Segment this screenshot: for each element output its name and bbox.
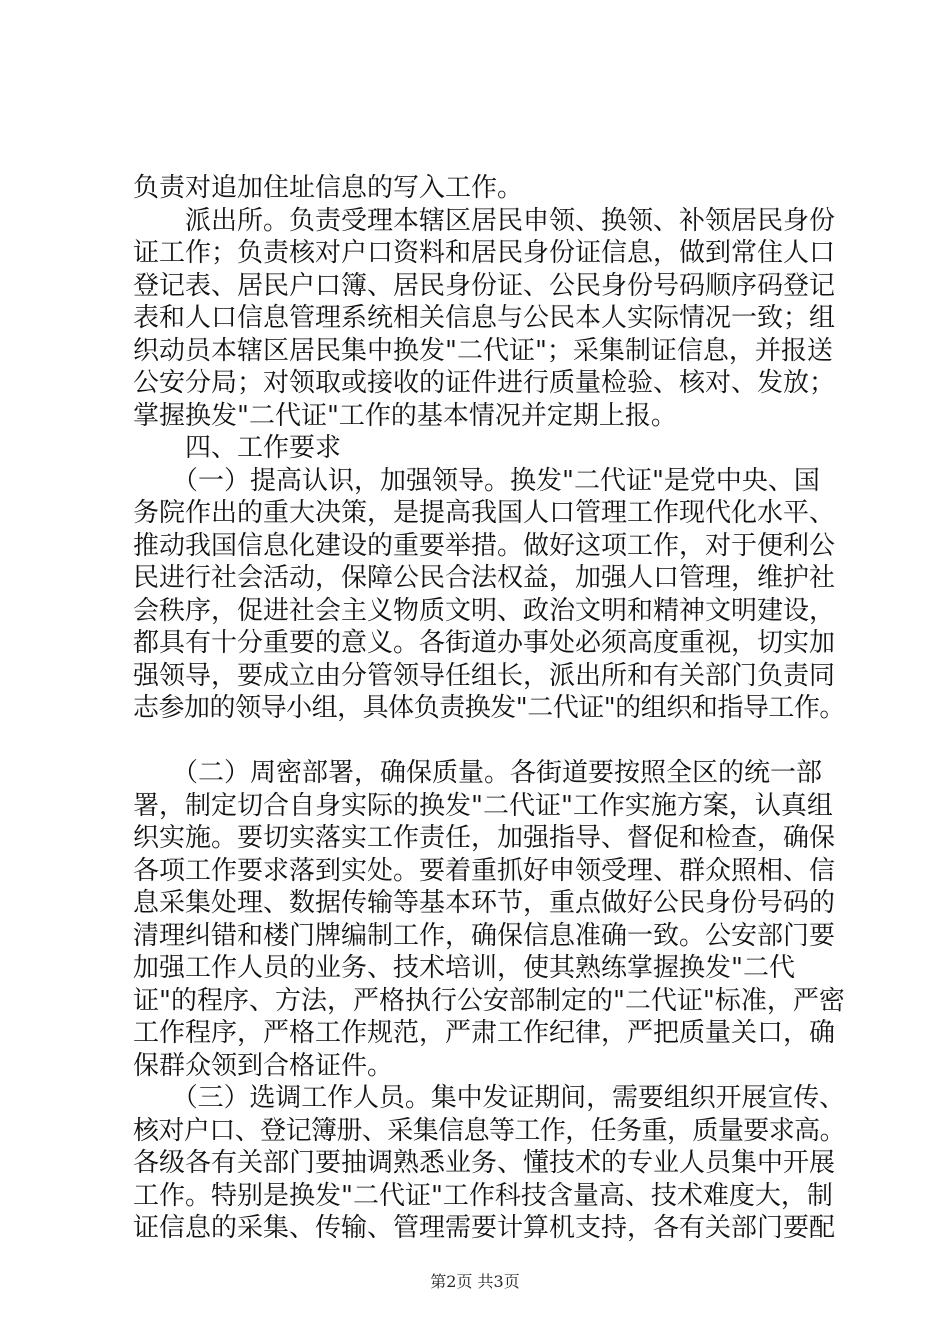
text-line: 署，制定切合自身实际的换发"二代证"工作实施方案，认真组 [133,790,833,821]
text-line: 证工作；负责核对户口资料和居民身份证信息，做到常住人口 [133,238,836,268]
text-line: 清理纠错和楼门牌编制工作，确保信息准确一致。公安部门要 [133,920,836,951]
text-line: 公安分局；对领取或接收的证件进行质量检验、核对、发放； [133,368,836,398]
text-line: 各级各有关部门要抽调熟悉业务、懂技术的专业人员集中开展 [133,1148,836,1178]
text-line: 证"的程序、方法，严格执行公安部制定的"二代证"标准，严密 [133,985,845,1016]
text-line: 核对户口、登记簿册、采集信息等工作，任务重，质量要求高。 [133,1115,845,1146]
text-line: 负责对追加住址信息的写入工作。 [133,173,524,203]
text-line: 四、工作要求 [133,433,342,463]
page-footer [0,1272,950,1292]
text-line: （一）提高认识，加强领导。换发"二代证"是党中央、国 [133,465,820,496]
text-line: 掌握换发"二代证"工作的基本情况并定期上报。 [133,400,677,431]
paragraph-spacer [133,725,845,758]
text-line: 保群众领到合格证件。 [133,1050,394,1081]
text-line: 各项工作要求落到实处。要着重抓好申领受理、群众照相、信 [133,855,836,886]
text-line: 表和人口信息管理系统相关信息与公民本人实际情况一致；组 [133,303,836,333]
text-line: （二）周密部署，确保质量。各街道要按照全区的统一部 [133,758,823,788]
text-line: 民进行社会活动，保障公民合法权益，加强人口管理，维护社 [133,563,836,593]
text-line: 派出所。负责受理本辖区居民申领、换领、补领居民身份 [133,205,836,236]
page-number-label: 第2页 共3页 [430,1272,520,1291]
text-line: 织实施。要切实落实工作责任，加强指导、督促和检查，确保 [133,823,836,853]
text-line: （三）选调工作人员。集中发证期间，需要组织开展宣传、 [133,1083,845,1113]
text-line: 息采集处理、数据传输等基本环节，重点做好公民身份号码的 [133,888,836,918]
text-line: 务院作出的重大决策，是提高我国人口管理工作现代化水平、 [133,498,836,528]
text-line: 强领导，要成立由分管领导任组长，派出所和有关部门负责同 [133,660,836,691]
text-line: 登记表、居民户口簿、居民身份证、公民身份号码顺序码登记 [133,270,836,301]
text-line: 证信息的采集、传输、管理需要计算机支持，各有关部门要配 [133,1213,836,1243]
text-line: 加强工作人员的业务、技术培训，使其熟练掌握换发"二代 [133,953,795,983]
text-line: 都具有十分重要的意义。各街道办事处必须高度重视，切实加 [133,628,836,658]
document-body [133,172,845,1245]
text-line: 工作。特别是换发"二代证"工作科技含量高、技术难度大，制 [133,1180,833,1211]
text-line: 推动我国信息化建设的重要举措。做好这项工作，对于便利公 [133,530,836,561]
text-line: 志参加的领导小组，具体负责换发"二代证"的组织和指导工作。 [133,693,845,723]
text-line: 织动员本辖区居民集中换发"二代证"；采集制证信息，并报送 [133,335,833,366]
text-line: 会秩序，促进社会主义物质文明、政治文明和精神文明建设， [133,595,836,626]
text-line: 工作程序，严格工作规范，严肃工作纪律，严把质量关口，确 [133,1018,836,1048]
